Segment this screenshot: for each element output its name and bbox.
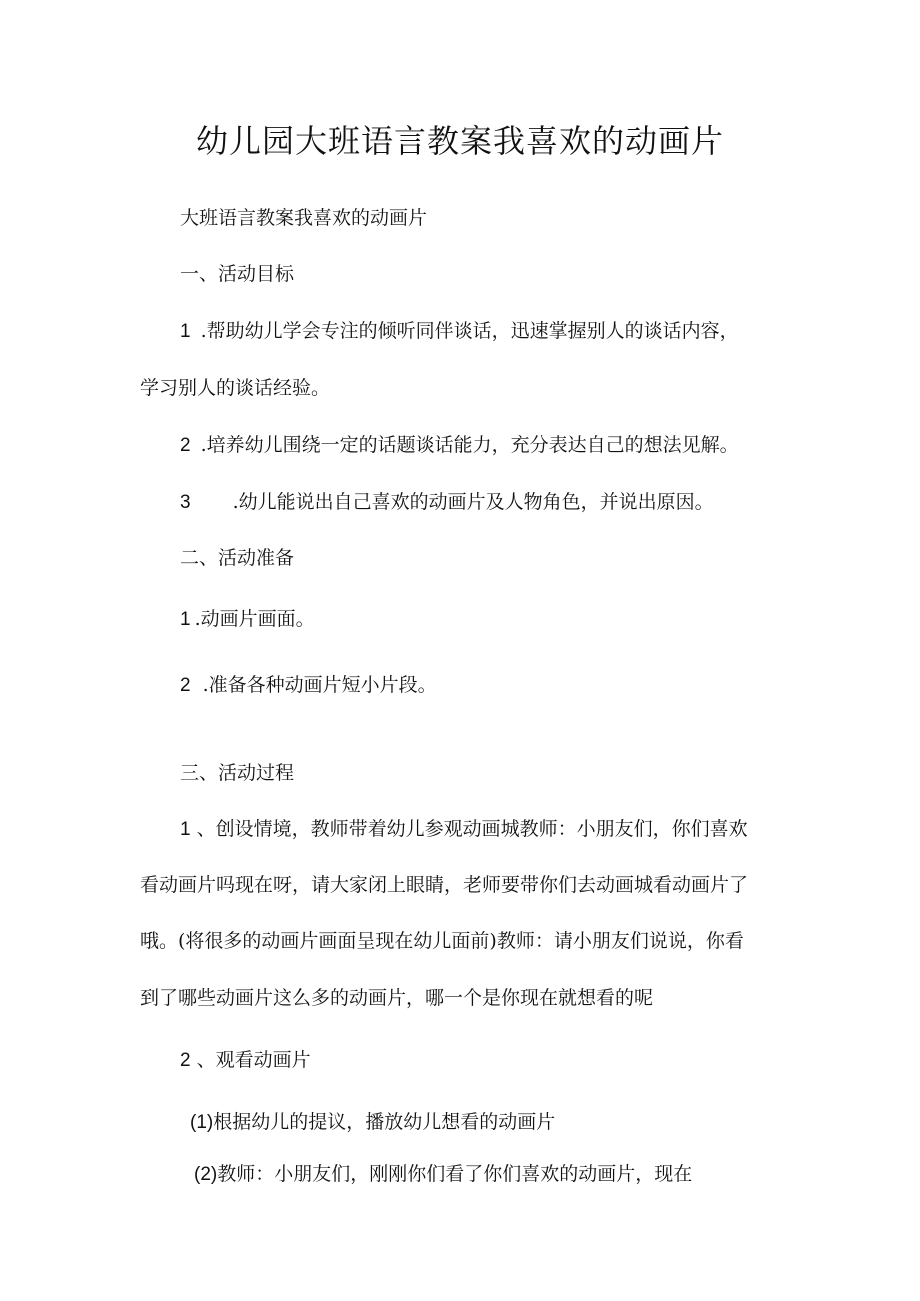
section2-heading: 二、活动准备	[180, 547, 295, 569]
section1-heading: 一、活动目标	[180, 263, 295, 285]
section3-sub1	[190, 1107, 555, 1134]
section3-step2	[180, 1045, 311, 1072]
section3-sub1-number: (1)	[190, 1112, 214, 1133]
document-subtitle: 大班语言教案我喜欢的动画片	[180, 207, 428, 229]
section3-step2-number: 2	[180, 1050, 191, 1071]
document-title: 幼儿园大班语言教案我喜欢的动画片	[195, 122, 724, 160]
section2-item2	[180, 670, 437, 697]
section2-item1-text: .动画片画面。	[194, 608, 315, 630]
section1-item1-continued: 学习别人的谈话经验。	[140, 377, 331, 399]
section3-step1-number: 1	[180, 819, 191, 840]
section1-item1	[180, 316, 739, 343]
section3-sub2-number: (2)	[194, 1164, 218, 1185]
section1-item2-number: 2	[180, 435, 191, 456]
section3-step1-line3: 哦。(将很多的动画片画面呈现在幼儿面前)教师：请小朋友们说说，你看	[140, 930, 744, 952]
section3-step1	[180, 814, 748, 841]
section1-item1-number: 1	[180, 321, 191, 342]
section1-item3	[180, 487, 714, 514]
section1-item3-number: 3	[180, 492, 191, 513]
section1-item1-text: .帮助幼儿学会专注的倾听同伴谈话，迅速掌握别人的谈话内容，	[200, 320, 739, 342]
section2-item1	[180, 604, 315, 631]
section3-step2-text: 、观看动画片	[196, 1049, 311, 1071]
section1-item2-text: .培养幼儿围绕一定的话题谈话能力，充分表达自己的想法见解。	[200, 434, 739, 456]
section3-step1-text: 、创设情境，教师带着幼儿参观动画城教师：小朋友们，你们喜欢	[196, 818, 748, 840]
section3-sub1-text: 根据幼儿的提议，播放幼儿想看的动画片	[213, 1111, 556, 1133]
section3-sub2	[194, 1159, 692, 1186]
section3-sub2-text: 教师：小朋友们，刚刚你们看了你们喜欢的动画片，现在	[217, 1163, 693, 1185]
section3-heading: 三、活动过程	[180, 762, 295, 784]
section3-step1-line2: 看动画片吗现在呀，请大家闭上眼睛，老师要带你们去动画城看动画片了	[140, 874, 749, 896]
section2-item2-number: 2	[180, 675, 191, 696]
section2-item1-number: 1	[180, 609, 191, 630]
section2-item2-text: .准备各种动画片短小片段。	[202, 674, 437, 696]
section1-item3-text: .幼儿能说出自己喜欢的动画片及人物角色，并说出原因。	[232, 491, 714, 513]
section3-step1-line4: 到了哪些动画片这么多的动画片，哪一个是你现在就想看的呢	[140, 987, 654, 1009]
section1-item2	[180, 430, 739, 457]
